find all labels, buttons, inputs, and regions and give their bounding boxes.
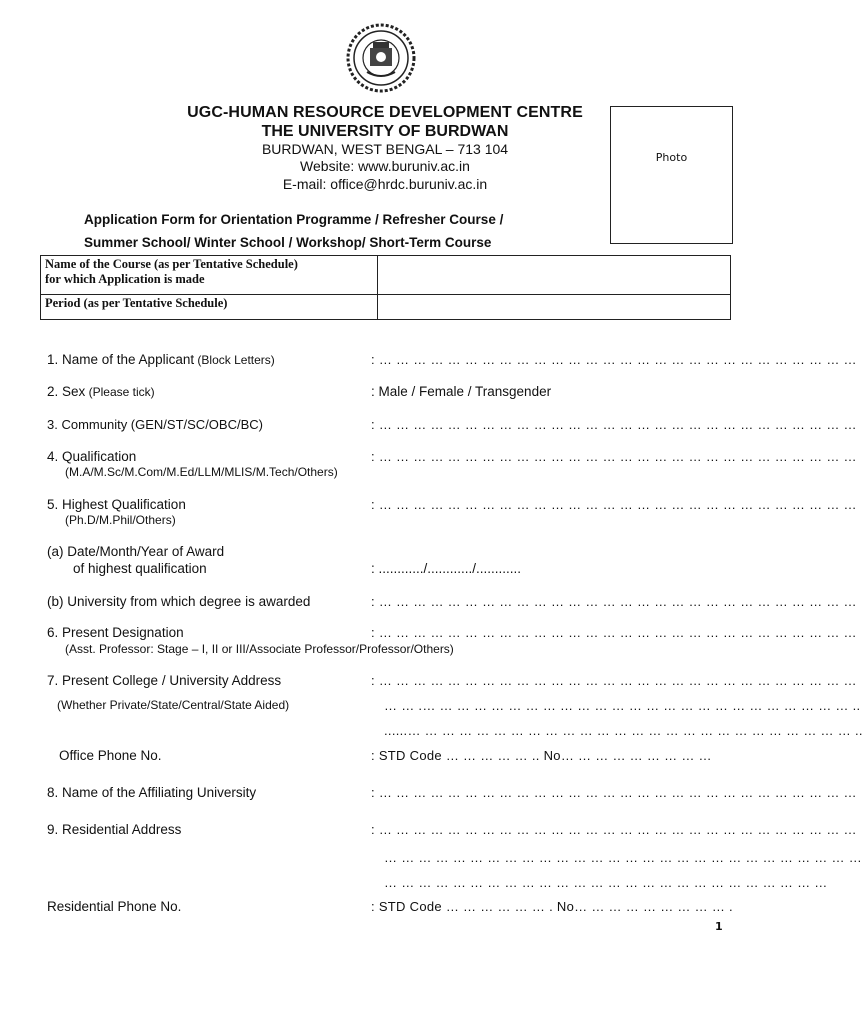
highest-qualification-label: 5. Highest Qualification — [47, 497, 186, 512]
university-seal-logo — [343, 22, 419, 94]
college-address-field-2[interactable]: … … .… … … … … … … … … … … … … … … … … … … … … … … … … .. — [384, 698, 861, 713]
community-label: 3. Community (GEN/ST/SC/OBC/BC) — [47, 417, 263, 432]
residential-phone-field[interactable]: : STD Code … … … … … … . No… … … … … … … … … . — [371, 899, 733, 914]
centre-name: UGC-HUMAN RESOURCE DEVELOPMENT CENTRE — [187, 104, 583, 121]
form-title-line1: Application Form for Orientation Programme / Refresher Course / — [84, 212, 504, 227]
designation-hint: (Asst. Professor: Stage – I, II or III/Associate Professor/Professor/Others) — [65, 642, 454, 656]
award-date-label-2: of highest qualification — [73, 561, 207, 576]
course-name-field[interactable] — [378, 256, 731, 295]
residential-phone-label: Residential Phone No. — [47, 899, 182, 914]
course-name-label: Name of the Course (as per Tentative Schedule) for which Application is made — [41, 256, 378, 295]
photo-box[interactable] — [610, 106, 733, 244]
degree-university-field[interactable]: : … … … … … … … … … … … … … … … … … … … … … … … … … … … … — [371, 594, 857, 609]
designation-label: 6. Present Designation — [47, 625, 184, 640]
office-phone-field[interactable]: : STD Code … … … … … .. No… … … … … … … … … — [371, 748, 712, 763]
applicant-name-field[interactable]: : … … … … … … … … … … … … … … … … … … … … … … … … … … … … — [371, 352, 857, 367]
email: E-mail: office@hrdc.buruniv.ac.in — [282, 176, 488, 192]
award-date-field[interactable]: : ............/............/............ — [371, 561, 522, 576]
page-number: 1 — [715, 920, 723, 933]
office-phone-label: Office Phone No. — [59, 748, 162, 763]
college-address-field-3[interactable]: ......… … … … … … … … … … … … … … … … … … … … … … … … … … .. — [384, 723, 863, 738]
sex-options[interactable]: : Male / Female / Transgender — [371, 384, 552, 399]
award-date-label: (a) Date/Month/Year of Award — [47, 544, 225, 559]
degree-university-label: (b) University from which degree is awarded — [47, 594, 311, 609]
community-field[interactable]: : … … … … … … … … … … … … … … … … … … … … … … … … … … … … — [371, 417, 857, 432]
residential-address-field-3[interactable]: … … … … … … … … … … … … … … … … … … … … … … … … … … — [384, 875, 828, 890]
highest-qualification-hint: (Ph.D/M.Phil/Others) — [65, 513, 176, 527]
college-address-label: 7. Present College / University Address — [47, 673, 282, 688]
form-title-line2: Summer School/ Winter School / Workshop/ Short-Term Course — [84, 235, 492, 250]
affiliating-university-field[interactable]: : … … … … … … … … … … … … … … … … … … … … … … … … … … … … — [371, 785, 857, 800]
period-label: Period (as per Tentative Schedule) — [41, 295, 378, 320]
affiliating-university-label: 8. Name of the Affiliating University — [47, 785, 257, 800]
applicant-name-label: 1. Name of the Applicant (Block Letters) — [47, 352, 275, 367]
college-address-hint: (Whether Private/State/Central/State Aided) — [57, 698, 290, 712]
period-field[interactable] — [378, 295, 731, 320]
designation-field[interactable]: : … … … … … … … … … … … … … … … … … … … … … … … … … … … … — [371, 625, 857, 640]
address: BURDWAN, WEST BENGAL – 713 104 — [261, 141, 509, 157]
qualification-hint: (M.A/M.Sc/M.Com/M.Ed/LLM/MLIS/M.Tech/Others) — [65, 465, 338, 479]
residential-address-field-2[interactable]: … … … … … … … … … … … … … … … … … … … … … … … … … … … … — [384, 850, 863, 865]
highest-qualification-field[interactable]: : … … … … … … … … … … … … … … … … … … … … … … … … … … … … — [371, 497, 857, 512]
residential-address-label: 9. Residential Address — [47, 822, 182, 837]
course-table — [40, 255, 731, 320]
sex-label: 2. Sex (Please tick) — [47, 384, 155, 399]
photo-label: Photo — [655, 151, 688, 164]
qualification-label: 4. Qualification — [47, 449, 137, 464]
residential-address-field-1[interactable]: : … … … … … … … … … … … … … … … … … … … … … … … … … … … … — [371, 822, 857, 837]
university-name: THE UNIVERSITY OF BURDWAN — [261, 123, 509, 140]
college-address-field-1[interactable]: : … … … … … … … … … … … … … … … … … … … … … … … … … … … … — [371, 673, 857, 688]
website: Website: www.buruniv.ac.in — [300, 158, 470, 174]
qualification-field[interactable]: : … … … … … … … … … … … … … … … … … … … … … … … … … … … … — [371, 449, 857, 464]
